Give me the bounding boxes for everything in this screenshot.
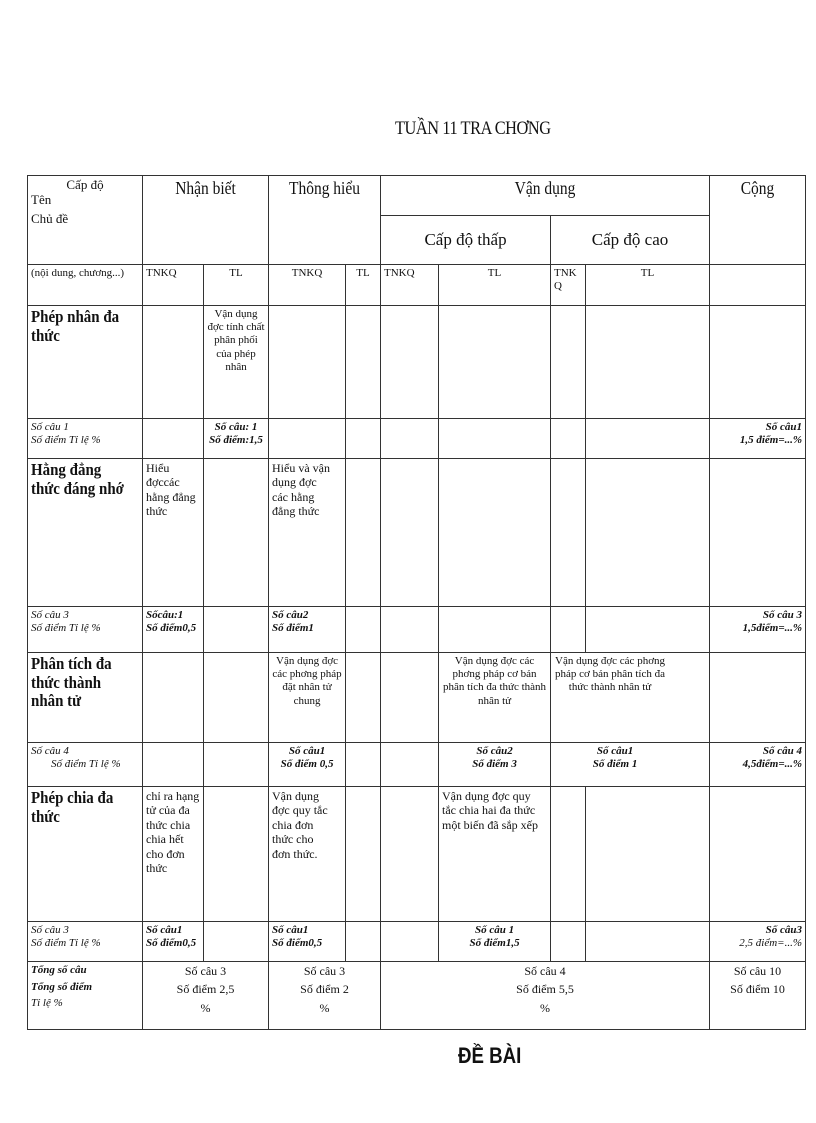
col-tl: TL <box>640 267 655 279</box>
totals-label-1: Tổng số câu <box>31 964 87 976</box>
count-row <box>28 607 806 653</box>
col-tl: TL <box>487 267 502 279</box>
header-nhan-biet: Nhận biết <box>175 178 236 198</box>
topic-title: Phép chia đa thức <box>31 788 114 826</box>
count-label-1: Số câu 3 <box>31 609 69 621</box>
totals-nb-score: Số điểm 2,5 <box>176 982 235 997</box>
totals-th-count: Số câu 3 <box>303 964 346 978</box>
totals-label-3: Tỉ lệ % <box>31 997 63 1010</box>
col-tnkq-part-a: TNK <box>554 267 577 279</box>
count-label-1: Số câu 1 <box>31 421 69 433</box>
col-tl: TL <box>356 267 370 279</box>
topic-row <box>28 306 806 419</box>
objective-text: Hiểu và vận dụng đợc các hằng đẳng thức <box>272 461 330 519</box>
count-value: Sốcâu:1 <box>146 609 184 621</box>
header-van-dung: Vận dụng <box>514 178 576 198</box>
totals-th-percent: % <box>319 1000 330 1015</box>
total-score: 1,5 điểm=...% <box>739 433 803 446</box>
count-row <box>28 419 806 459</box>
header-thong-hieu: Thông hiểu <box>289 178 360 198</box>
page-title: TUẦN 11 TRA CHƠNG <box>395 118 551 139</box>
totals-vd-count: Số câu 4 <box>524 964 566 978</box>
count-row <box>28 743 806 787</box>
totals-nb-percent: % <box>200 1000 211 1015</box>
count-label-2: Số điểm Tỉ lệ % <box>51 757 121 770</box>
count-value: Số câu2 <box>476 745 513 757</box>
exam-heading: ĐỀ BÀI <box>458 1043 522 1068</box>
totals-th-score: Số điểm 2 <box>300 982 349 997</box>
count-label-2: Số điểm Tỉ lệ % <box>31 936 101 949</box>
count-label-1: Số câu 3 <box>31 924 69 936</box>
col-tnkq: TNKQ <box>291 267 323 279</box>
total-score: 4,5điểm=...% <box>742 757 803 770</box>
count-value: Số câu1 <box>146 924 183 936</box>
matrix-table <box>27 175 806 1030</box>
header-cap-do-thap: Cấp độ thấp <box>424 230 507 250</box>
score-value: Số điểm:1,5 <box>209 433 263 446</box>
header-cap-do-cao: Cấp độ cao <box>591 230 669 250</box>
objective-text: Vận dụng đợc các phơng pháp cơ bản phân tích đa thức thành nhân tử <box>442 655 547 707</box>
topic-row <box>28 653 806 743</box>
total-count: Số câu3 <box>765 924 803 936</box>
col-tnkq: TNKQ <box>384 267 415 279</box>
score-value: Số điểm 1 <box>592 757 638 770</box>
count-value: Số câu1 <box>272 924 309 936</box>
totals-cong-score: Số điểm 10 <box>730 982 785 997</box>
count-value: Số câu 1 <box>474 924 515 936</box>
score-value: Số điểm 3 <box>472 757 517 770</box>
total-score: 2,5 điểm=...% <box>739 936 803 949</box>
count-value: Số câu1 <box>596 745 634 757</box>
objective-text: Hiểu đợccác hằng đẳng thức <box>146 461 196 519</box>
header-cap-do: Cấp độ <box>66 177 104 192</box>
score-value: Số điểm0,5 <box>146 621 197 634</box>
total-count: Số câu1 <box>765 421 803 433</box>
topic-title: Phân tích đa thức thành nhân tử <box>31 654 112 711</box>
objective-text: Vận dụng đợc quy tắc chia hai đa thức một biến đã sắp xếp <box>442 789 538 832</box>
totals-row <box>28 962 806 1030</box>
totals-nb-count: Số câu 3 <box>184 964 227 978</box>
count-label-2: Số điểm Tỉ lệ % <box>31 433 101 446</box>
count-row <box>28 922 806 962</box>
totals-vd-score: Số điểm 5,5 <box>516 982 574 997</box>
header-chu-de: Chủ đề <box>31 210 69 226</box>
count-label-1: Số câu 4 <box>31 745 69 757</box>
score-value: Số điểm1,5 <box>469 936 520 949</box>
total-count: Số câu 4 <box>762 745 803 757</box>
objective-text: Vận dụng đợc quy tắc chia đơn thức cho đơn thức. <box>272 789 328 861</box>
header-noi-dung: (nội dung, chương...) <box>31 267 125 279</box>
score-value: Số điểm 0,5 <box>280 757 334 770</box>
col-tnkq: TNKQ <box>146 267 177 279</box>
topic-row <box>28 459 806 607</box>
objective-text: Vận dụng đợc tính chất phân phối của phép nhân <box>207 308 265 373</box>
col-tl: TL <box>229 267 243 279</box>
topic-title: Phép nhân đa thức <box>31 307 120 345</box>
total-count: Số câu 3 <box>762 609 803 621</box>
header-row-1 <box>28 176 806 216</box>
totals-label-2: Tổng số điểm <box>31 980 93 993</box>
header-ten: Tên <box>31 191 52 207</box>
total-score: 1,5điểm=...% <box>742 621 803 634</box>
count-label-2: Số điểm Tỉ lệ % <box>31 621 101 634</box>
header-cap-do-cell <box>28 176 143 265</box>
count-value: Số câu2 <box>272 609 309 621</box>
header-row-3 <box>28 265 806 306</box>
objective-text: Vận dụng đợc các phơng pháp đặt nhân tử chung <box>272 655 342 707</box>
topic-row <box>28 787 806 922</box>
topic-title: Hằng đẳng thức đáng nhớ <box>31 460 124 498</box>
count-value: Số câu1 <box>288 745 326 757</box>
col-tnkq-part-b: Q <box>554 279 562 292</box>
count-value: Số câu: 1 <box>214 421 258 433</box>
score-value: Số điểm0,5 <box>272 936 323 949</box>
objective-text: chỉ ra hạng tử của đa thức chia chia hết cho đơn thức <box>146 789 200 875</box>
totals-cong-count: Số câu 10 <box>733 964 782 978</box>
score-value: Số điểm1 <box>272 621 314 634</box>
totals-vd-percent: % <box>540 1000 551 1015</box>
header-cong: Cộng <box>740 178 775 198</box>
objective-text: Vận dụng đợc các phơng pháp cơ bản phân tích đa thức thành nhân tử <box>555 655 666 694</box>
score-value: Số điểm0,5 <box>146 936 197 949</box>
